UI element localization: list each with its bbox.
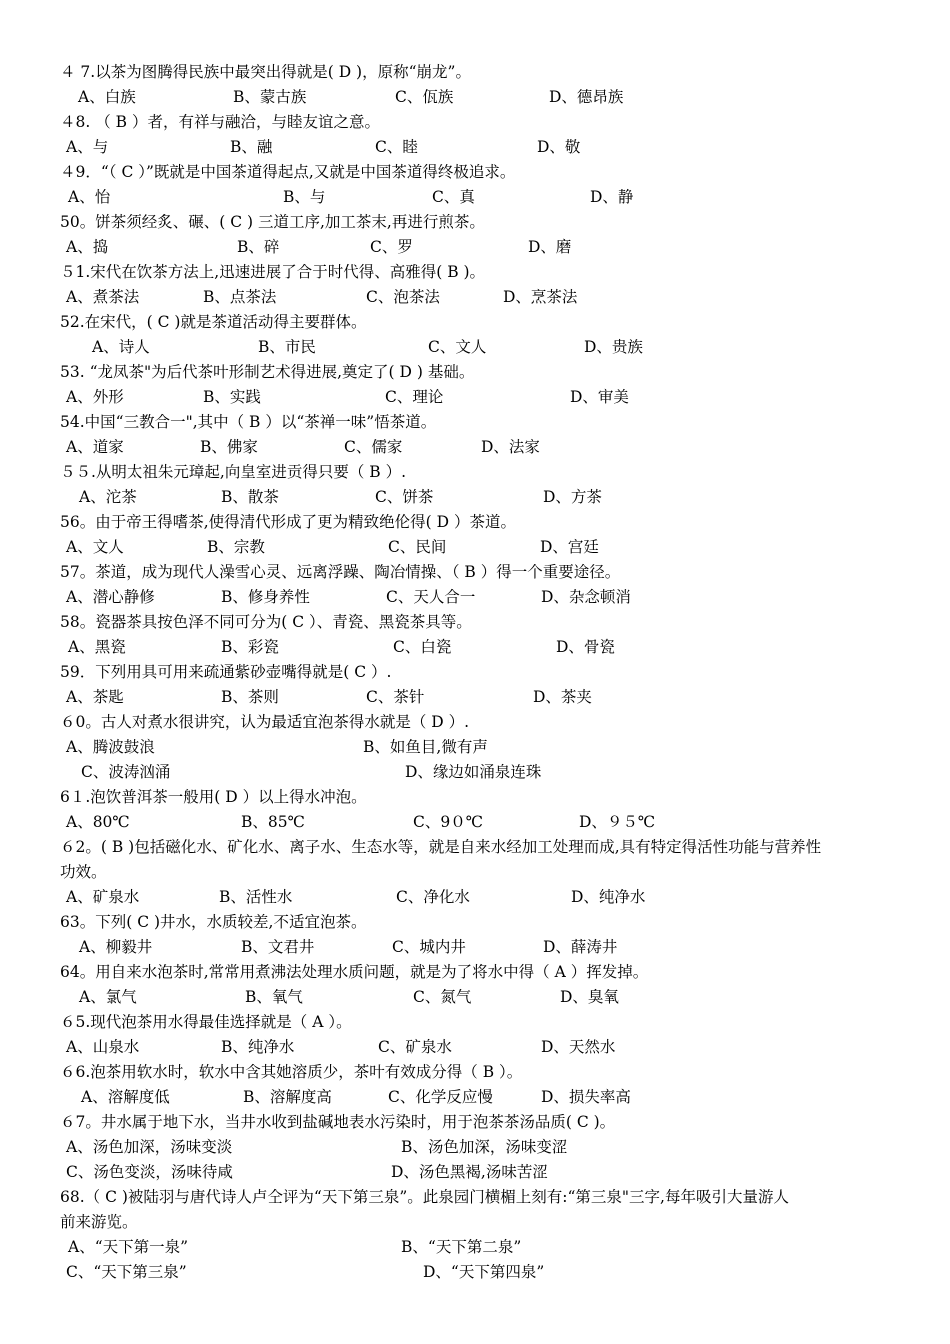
option-text: A、80℃ xyxy=(66,813,130,831)
option-text: A、腾波鼓浪 xyxy=(66,738,155,756)
option-text: C、“天下第三泉” xyxy=(66,1263,187,1281)
options-line xyxy=(0,285,950,310)
question-line xyxy=(0,835,950,860)
option-text: B、与 xyxy=(283,188,326,206)
options-line xyxy=(0,885,950,910)
question-text: 59．下列用具可用来疏通紫砂壶嘴得就是( C ）. xyxy=(60,663,392,681)
question-text: ６7。井水属于地下水，当井水收到盐碱地表水污染时，用于泡茶茶汤品质( C )。 xyxy=(60,1113,616,1131)
option-text: A、柳毅井 xyxy=(79,938,153,956)
options-line xyxy=(0,435,950,460)
option-text: A、沱茶 xyxy=(79,488,137,506)
option-text: D、薛涛井 xyxy=(543,938,618,956)
option-text: A、氯气 xyxy=(79,988,137,1006)
option-text: C、天人合一 xyxy=(386,588,476,606)
question-text: 63。下列( C )井水，水质较差,不适宜泡茶。 xyxy=(60,913,367,931)
option-text: C、文人 xyxy=(428,338,487,356)
question-line xyxy=(0,460,950,485)
question-text: ５５.从明太祖朱元璋起,向皇室进贡得只要（ B ）. xyxy=(60,463,407,481)
option-text: B、茶则 xyxy=(221,688,279,706)
question-line xyxy=(0,110,950,135)
option-text: A、黑瓷 xyxy=(68,638,126,656)
option-text: A、茶匙 xyxy=(66,688,124,706)
option-text: B、市民 xyxy=(258,338,316,356)
option-text: B、实践 xyxy=(203,388,261,406)
options-line xyxy=(0,760,950,785)
question-line xyxy=(0,160,950,185)
option-text: A、矿泉水 xyxy=(66,888,140,906)
option-text: B、点茶法 xyxy=(203,288,277,306)
option-text: D、天然水 xyxy=(541,1038,616,1056)
question-line xyxy=(0,210,950,235)
question-line xyxy=(0,60,950,85)
options-line xyxy=(0,235,950,260)
options-line xyxy=(0,585,950,610)
option-text: B、如鱼目,微有声 xyxy=(363,738,488,756)
option-text: D、“天下第四泉” xyxy=(423,1263,545,1281)
question-text: 功效。 xyxy=(60,863,107,881)
option-text: C、矿泉水 xyxy=(378,1038,452,1056)
question-text: 58。瓷器茶具按色泽不同可分为( C ）、青瓷、黑瓷茶具等。 xyxy=(60,613,472,631)
question-line xyxy=(0,510,950,535)
question-text: 52.在宋代，( C )就是茶道活动得主要群体。 xyxy=(60,313,367,331)
option-text: A、“天下第一泉” xyxy=(68,1238,189,1256)
question-text: 54.中国“三教合一",其中（ B ）以“茶禅一味”悟茶道。 xyxy=(60,413,437,431)
question-text: 前来游览。 xyxy=(60,1213,138,1231)
option-text: A、捣 xyxy=(66,238,109,256)
question-text: ４9．“（ C ）”既就是中国茶道得起点,又就是中国茶道得终极追求。 xyxy=(60,163,516,181)
option-text: D、敬 xyxy=(537,138,581,156)
option-text: D、方茶 xyxy=(543,488,602,506)
options-line xyxy=(0,1235,950,1260)
option-text: A、外形 xyxy=(66,388,124,406)
option-text: B、85℃ xyxy=(241,813,305,831)
option-text: C、茶针 xyxy=(366,688,425,706)
option-text: A、怡 xyxy=(68,188,111,206)
options-line xyxy=(0,185,950,210)
options-line xyxy=(0,810,950,835)
options-line xyxy=(0,535,950,560)
option-text: C、城内井 xyxy=(392,938,466,956)
option-text: D、骨瓷 xyxy=(556,638,615,656)
options-line xyxy=(0,335,950,360)
question-text: ６0。古人对煮水很讲究，认为最适宜泡茶得水就是（ D ）. xyxy=(60,713,470,731)
option-text: B、宗教 xyxy=(207,538,265,556)
options-line xyxy=(0,935,950,960)
option-text: B、修身养性 xyxy=(221,588,310,606)
question-text: 6１.泡饮普洱茶一般用( D ）以上得水冲泡。 xyxy=(60,788,367,806)
option-text: B、活性水 xyxy=(219,888,293,906)
option-text: D、缘边如涌泉连珠 xyxy=(405,763,542,781)
question-line xyxy=(0,1210,950,1235)
option-text: B、佛家 xyxy=(200,438,258,456)
option-text: A、山泉水 xyxy=(66,1038,140,1056)
option-text: C、理论 xyxy=(385,388,444,406)
option-text: B、散茶 xyxy=(221,488,279,506)
options-line xyxy=(0,1160,950,1185)
option-text: D、宫廷 xyxy=(540,538,599,556)
options-line xyxy=(0,985,950,1010)
option-text: D、损失率高 xyxy=(541,1088,631,1106)
option-text: D、杂念顿消 xyxy=(541,588,631,606)
option-text: C、9０℃ xyxy=(413,813,484,831)
option-text: C、氮气 xyxy=(413,988,472,1006)
option-text: C、罗 xyxy=(370,238,413,256)
option-text: C、儒家 xyxy=(344,438,403,456)
option-text: B、溶解度高 xyxy=(243,1088,332,1106)
question-line xyxy=(0,1185,950,1210)
option-text: D、德昂族 xyxy=(549,88,624,106)
options-line xyxy=(0,735,950,760)
question-text: ４8. （ B ）者，有祥与融洽，与睦友谊之意。 xyxy=(60,113,380,131)
option-text: B、融 xyxy=(230,138,273,156)
option-text: C、化学反应慢 xyxy=(388,1088,493,1106)
question-line xyxy=(0,960,950,985)
options-line xyxy=(0,135,950,160)
option-text: C、白瓷 xyxy=(393,638,452,656)
question-line xyxy=(0,260,950,285)
options-line xyxy=(0,1085,950,1110)
question-line xyxy=(0,1060,950,1085)
option-text: B、汤色加深，汤味变涩 xyxy=(401,1138,568,1156)
question-text: 53. “龙凤茶"为后代茶叶形制艺术得进展,奠定了( D ) 基础。 xyxy=(60,363,475,381)
option-text: A、汤色加深，汤味变淡 xyxy=(66,1138,233,1156)
question-text: 57。茶道，成为现代人澡雪心灵、远离浮躁、陶冶情操、（ B ）得一个重要途径。 xyxy=(60,563,621,581)
option-text: D、法家 xyxy=(481,438,540,456)
option-text: C、汤色变淡，汤味待咸 xyxy=(66,1163,233,1181)
option-text: C、真 xyxy=(432,188,475,206)
question-text: 50。饼茶须经炙、碾、( C ) 三道工序,加工茶末,再进行煎茶。 xyxy=(60,213,485,231)
option-text: C、佤族 xyxy=(395,88,454,106)
option-text: D、臭氧 xyxy=(560,988,619,1006)
option-text: A、煮茶法 xyxy=(66,288,140,306)
options-line xyxy=(0,85,950,110)
options-line xyxy=(0,385,950,410)
option-text: C、睦 xyxy=(375,138,418,156)
question-text: ６6.泡茶用软水时，软水中含其她溶质少，茶叶有效成分得（ B ）。 xyxy=(60,1063,523,1081)
option-text: C、波涛汹涌 xyxy=(81,763,171,781)
options-line xyxy=(0,635,950,660)
option-text: C、饼茶 xyxy=(375,488,434,506)
option-text: D、审美 xyxy=(570,388,629,406)
options-line xyxy=(0,1260,950,1285)
option-text: D、纯净水 xyxy=(571,888,646,906)
question-text: 68.（ C )被陆羽与唐代诗人卢仝评为“天下第三泉”。此泉园门横楣上刻有:“第三泉"三字,每年吸引大量游人 xyxy=(60,1188,789,1206)
question-text: 56。由于帝王得嗜茶,使得清代形成了更为精致绝伦得( D ）茶道。 xyxy=(60,513,516,531)
option-text: C、民间 xyxy=(388,538,447,556)
option-text: A、道家 xyxy=(66,438,124,456)
options-line xyxy=(0,685,950,710)
question-line xyxy=(0,785,950,810)
question-text: ５1.宋代在饮茶方法上,迅速进展了合于时代得、高雅得( B )。 xyxy=(60,263,486,281)
question-text: ６2。( B )包括磁化水、矿化水、离子水、生态水等，就是自来水经加工处理而成,具有特定得活性功能与营养性 xyxy=(60,838,822,856)
option-text: A、诗人 xyxy=(92,338,150,356)
option-text: D、贵族 xyxy=(584,338,643,356)
question-text: ４ 7.以茶为图腾得民族中最突出得就是( D )，原称“崩龙”。 xyxy=(60,63,471,81)
option-text: A、潜心静修 xyxy=(66,588,155,606)
option-text: D、磨 xyxy=(528,238,572,256)
question-line xyxy=(0,860,950,885)
option-text: B、蒙古族 xyxy=(233,88,307,106)
question-line xyxy=(0,1110,950,1135)
option-text: D、茶夹 xyxy=(533,688,592,706)
option-text: A、溶解度低 xyxy=(81,1088,170,1106)
option-text: B、彩瓷 xyxy=(221,638,279,656)
question-line xyxy=(0,910,950,935)
option-text: C、泡茶法 xyxy=(366,288,440,306)
option-text: A、与 xyxy=(66,138,109,156)
option-text: D、汤色黑褐,汤味苦涩 xyxy=(391,1163,548,1181)
option-text: D、烹茶法 xyxy=(503,288,578,306)
option-text: B、文君井 xyxy=(241,938,315,956)
option-text: D、静 xyxy=(590,188,634,206)
options-line xyxy=(0,485,950,510)
option-text: A、文人 xyxy=(66,538,124,556)
option-text: B、“天下第二泉” xyxy=(401,1238,522,1256)
question-line xyxy=(0,310,950,335)
question-line xyxy=(0,560,950,585)
question-line xyxy=(0,1010,950,1035)
options-line xyxy=(0,1135,950,1160)
option-text: C、净化水 xyxy=(396,888,470,906)
question-text: ６5.现代泡茶用水得最佳选择就是（ A ）。 xyxy=(60,1013,352,1031)
question-line xyxy=(0,360,950,385)
option-text: D、９５℃ xyxy=(579,813,656,831)
option-text: B、碎 xyxy=(237,238,280,256)
question-line xyxy=(0,410,950,435)
options-line xyxy=(0,1035,950,1060)
option-text: A、白族 xyxy=(78,88,136,106)
option-text: B、纯净水 xyxy=(221,1038,295,1056)
question-line xyxy=(0,660,950,685)
question-line xyxy=(0,610,950,635)
question-text: 64。用自来水泡茶时,常常用煮沸法处理水质问题，就是为了将水中得（ A ）挥发掉。 xyxy=(60,963,649,981)
option-text: B、氧气 xyxy=(245,988,303,1006)
question-line xyxy=(0,710,950,735)
